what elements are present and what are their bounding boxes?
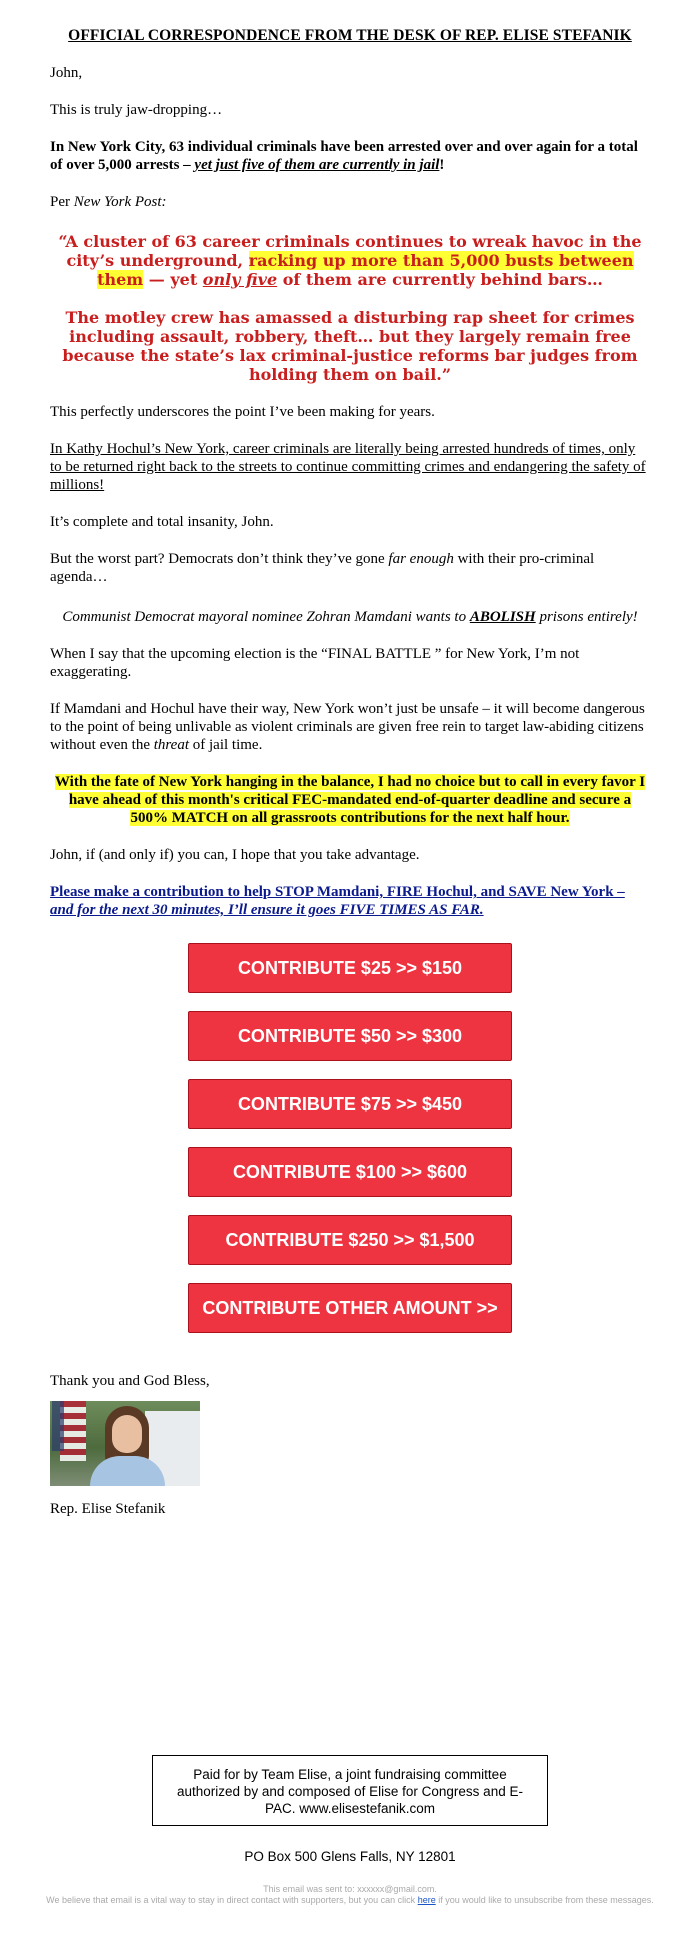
paragraph-intro: This is truly jaw-dropping…	[50, 102, 223, 118]
contribute-25-button[interactable]: CONTRIBUTE $25 >> $150	[188, 943, 512, 993]
source-line: Per New York Post:	[50, 194, 167, 210]
unsubscribe-notice: We believe that email is a vital way to stay in direct contact with supporters, but you can click here if you would like to unsubscribe from these messages.	[46, 1895, 654, 1905]
paragraph-hochul: In Kathy Hochul’s New York, career criminals are literally being arrested hundreds of times, only to be returned right back to the streets to continue committing crimes and endangering the safety of millions!	[50, 441, 646, 493]
paragraph-point: This perfectly underscores the point I’ve been making for years.	[50, 404, 435, 420]
mailing-address: PO Box 500 Glens Falls, NY 12801	[244, 1849, 456, 1864]
page-title: OFFICIAL CORRESPONDENCE FROM THE DESK OF REP. ELISE STEFANIK	[68, 27, 632, 44]
quote-1: “A cluster of 63 career criminals continues to wreak havoc in the city’s underground, racking up more than 5,000 busts between them — yet only five of them are currently behind bars…	[58, 232, 642, 289]
signoff: Thank you and God Bless,	[50, 1373, 210, 1389]
contribute-250-button[interactable]: CONTRIBUTE $250 >> $1,500	[188, 1215, 512, 1265]
paragraph-final-battle: When I say that the upcoming election is the “FINAL BATTLE ” for New York, I’m not exaggerating.	[50, 646, 580, 680]
sent-to-notice: This email was sent to: xxxxxx@gmail.com.	[263, 1884, 437, 1894]
paragraph-worst: But the worst part? Democrats don’t think they’ve gone far enough with their pro-criminal agenda…	[50, 551, 595, 585]
emphasis-five-in-jail: yet just five of them are currently in jail	[194, 157, 440, 173]
contribute-100-button[interactable]: CONTRIBUTE $100 >> $600	[188, 1147, 512, 1197]
mamdani-callout: Communist Democrat mayoral nominee Zohran Mamdani wants to ABOLISH prisons entirely!	[62, 609, 638, 625]
unsubscribe-link[interactable]: here	[417, 1895, 436, 1905]
quote-emphasis: only five	[202, 270, 278, 289]
paragraph-insanity: It’s complete and total insanity, John.	[50, 514, 274, 530]
contribution-buttons	[50, 943, 650, 1351]
paragraph-stats: In New York City, 63 individual criminals have been arrested over and over again for a total of over 5,000 arrests – yet just five of them are currently in jail!	[50, 139, 638, 173]
contribute-50-button[interactable]: CONTRIBUTE $50 >> $300	[188, 1011, 512, 1061]
source-name: New York Post:	[73, 194, 167, 210]
signature-photo	[50, 1401, 200, 1486]
greeting: John,	[50, 65, 83, 81]
paragraph-unsafe: If Mamdani and Hochul have their way, New York won’t just be unsafe – it will become dangerous to the point of being unlivable as violent criminals are given free rein to target law-abiding citizens without even the threat of jail time.	[50, 701, 645, 753]
quote-2: The motley crew has amassed a disturbing rap sheet for crimes including assault, robbery, theft… but they largely remain free because the state’s lax criminal-justice reforms bar judges from holding them on bail.”	[62, 308, 638, 384]
paragraph-advantage: John, if (and only if) you can, I hope that you take advantage.	[50, 847, 420, 863]
paid-for-disclaimer: Paid for by Team Elise, a joint fundraising committee authorized by and composed of Elise for Congress and E-PAC. www.elisestefanik.com	[152, 1755, 548, 1826]
letter-body	[0, 64, 700, 1518]
match-announcement: With the fate of New York hanging in the balance, I had no choice but to call in every favor I have ahead of this month's critical FEC-mandated end-of-quarter deadline and secure a 500% MATCH on all grassroots contributions for the next half hour.	[54, 774, 646, 826]
signature-name: Rep. Elise Stefanik	[50, 1501, 166, 1517]
contribute-75-button[interactable]: CONTRIBUTE $75 >> $450	[188, 1079, 512, 1129]
contribute-link[interactable]: Please make a contribution to help STOP Mamdani, FIRE Hochul, and SAVE New York – and for the next 30 minutes, I’ll ensure it goes FIVE TIMES AS FAR.	[50, 884, 625, 918]
quote-highlight: racking up more than 5,000 busts between them	[97, 251, 634, 289]
contribute-other-button[interactable]: CONTRIBUTE OTHER AMOUNT >>	[188, 1283, 512, 1333]
abolish-emphasis: ABOLISH	[469, 609, 536, 625]
